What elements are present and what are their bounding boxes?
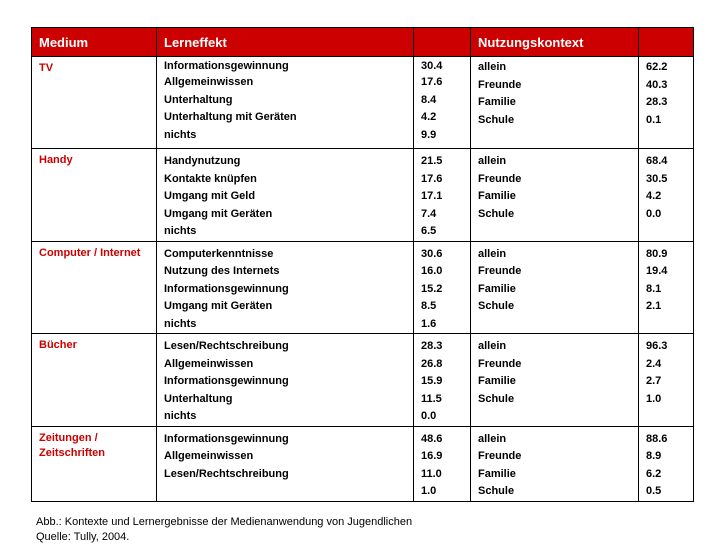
context-values-cell xyxy=(639,57,694,149)
effect-label: Allgemeinwissen xyxy=(164,357,254,370)
effect-label: Handynutzung xyxy=(164,155,241,167)
table-header-row xyxy=(32,28,694,57)
effect-label: Allgemeinwissen xyxy=(164,76,254,88)
effect-value: 7.4 xyxy=(421,207,437,220)
context-label: Freunde xyxy=(478,357,522,370)
effect-value: 30.6 xyxy=(421,247,443,260)
header-medium: Medium xyxy=(32,28,157,57)
context-label: allein xyxy=(478,155,507,167)
effect-value: 8.4 xyxy=(421,93,437,106)
medium-cell: Handy xyxy=(32,149,157,242)
effect-value: 17.6 xyxy=(421,76,443,88)
effect-value: 48.6 xyxy=(421,432,443,445)
effect-label: Computerkenntnisse xyxy=(164,247,274,260)
effect-value: 6.5 xyxy=(421,225,437,237)
context-label: Schule xyxy=(478,300,515,312)
effect-label: nichts xyxy=(164,225,197,237)
context-values-cell xyxy=(639,241,694,334)
context-label: Freunde xyxy=(478,78,522,91)
effect-value: 21.5 xyxy=(421,155,443,167)
table-row-computer-internet xyxy=(32,241,694,334)
effect-label: Unterhaltung xyxy=(164,93,233,106)
header-blank-2 xyxy=(639,28,694,57)
context-value: 4.2 xyxy=(646,190,662,202)
context-label: Familie xyxy=(478,375,516,387)
context-value: 19.4 xyxy=(646,265,668,277)
context-value: 30.5 xyxy=(646,172,668,185)
context-value: 88.6 xyxy=(646,432,668,445)
effect-value: 17.6 xyxy=(421,172,443,185)
context-value: 80.9 xyxy=(646,247,668,260)
figure-caption xyxy=(36,515,412,545)
effect-value: 16.9 xyxy=(421,450,443,462)
context-label: Freunde xyxy=(478,450,522,462)
effect-value: 15.2 xyxy=(421,282,443,295)
caption-source: Quelle: Tully, 2004. xyxy=(36,531,130,543)
context-label: Familie xyxy=(478,190,516,202)
effect-label: nichts xyxy=(164,128,197,141)
effect-label: Informationsgewinnung xyxy=(164,282,289,295)
context-label: allein xyxy=(478,340,507,352)
context-value: 96.3 xyxy=(646,340,668,352)
effect-value: 9.9 xyxy=(421,128,437,141)
table-row-zeitungen xyxy=(32,426,694,501)
effects-cell xyxy=(157,334,414,427)
context-label: allein xyxy=(478,432,507,445)
media-learning-table xyxy=(31,27,694,502)
contexts-cell xyxy=(471,149,639,242)
effect-values-cell xyxy=(414,241,471,334)
context-label: Schule xyxy=(478,207,515,220)
context-label: Schule xyxy=(478,113,515,126)
context-label: Familie xyxy=(478,282,516,295)
effects-cell xyxy=(157,149,414,242)
effect-label: Kontakte knüpfen xyxy=(164,172,257,185)
effect-value: 1.0 xyxy=(421,485,437,497)
effect-value: 11.5 xyxy=(421,392,442,405)
effect-label: Umgang mit Geräten xyxy=(164,207,273,220)
header-lerneffekt: Lerneffekt xyxy=(157,28,414,57)
effect-values-cell xyxy=(414,57,471,149)
effect-value: 28.3 xyxy=(421,340,443,352)
context-label: Familie xyxy=(478,96,516,108)
effect-label: nichts xyxy=(164,317,197,330)
effect-values-cell xyxy=(414,334,471,427)
effect-value: 8.5 xyxy=(421,300,437,312)
effect-value: 0.0 xyxy=(421,410,437,422)
header-blank xyxy=(414,28,471,57)
effect-value: 11.0 xyxy=(421,467,442,480)
context-value: 2.4 xyxy=(646,357,662,370)
effects-cell xyxy=(157,426,414,501)
contexts-cell xyxy=(471,57,639,149)
context-label: allein xyxy=(478,247,507,260)
effect-value: 30.4 xyxy=(421,60,443,72)
context-value: 0.5 xyxy=(646,485,662,497)
effect-label: Umgang mit Geld xyxy=(164,190,256,202)
context-value: 0.0 xyxy=(646,207,662,220)
context-value: 2.7 xyxy=(646,375,662,387)
context-value: 28.3 xyxy=(646,96,668,108)
effect-label: Informationsgewinnung xyxy=(164,375,289,387)
context-value: 62.2 xyxy=(646,61,668,73)
effect-label: Nutzung des Internets xyxy=(164,265,280,277)
medium-cell: Bücher xyxy=(32,334,157,427)
effect-label: Informationsgewinnung xyxy=(164,432,289,445)
effect-label: nichts xyxy=(164,410,197,422)
medium-label-line1: Zeitungen / xyxy=(39,431,98,444)
table-row-buecher xyxy=(32,334,694,427)
effect-value: 1.6 xyxy=(421,317,437,330)
context-label: Freunde xyxy=(478,265,522,277)
effect-value: 15.9 xyxy=(421,375,443,387)
context-values-cell xyxy=(639,426,694,501)
context-value: 8.1 xyxy=(646,282,662,295)
contexts-cell xyxy=(471,334,639,427)
context-value: 2.1 xyxy=(646,300,662,312)
effect-label: Unterhaltung mit Geräten xyxy=(164,111,297,123)
context-label: Schule xyxy=(478,485,515,497)
effect-value: 4.2 xyxy=(421,111,437,123)
effect-values-cell xyxy=(414,426,471,501)
medium-label-line2: Zeitschriften xyxy=(39,446,106,459)
caption-title: Abb.: Kontexte und Lernergebnisse der Medienanwendung von Jugendlichen xyxy=(36,516,413,528)
medium-cell: TV xyxy=(32,57,157,149)
context-values-cell xyxy=(639,149,694,242)
context-label: Freunde xyxy=(478,172,522,185)
context-label: Familie xyxy=(478,467,516,480)
context-values-cell xyxy=(639,334,694,427)
context-value: 8.9 xyxy=(646,450,662,462)
medium-cell: Computer / Internet xyxy=(32,241,157,334)
effect-label: Allgemeinwissen xyxy=(164,450,254,462)
context-value: 68.4 xyxy=(646,155,668,167)
context-value: 40.3 xyxy=(646,78,668,91)
effect-label: Informationsgewinnung xyxy=(164,60,289,72)
context-label: Schule xyxy=(478,392,515,405)
effects-cell xyxy=(157,241,414,334)
medium-cell xyxy=(32,426,157,501)
effect-values-cell xyxy=(414,149,471,242)
table-row-tv xyxy=(32,57,694,149)
effect-label: Lesen/Rechtschreibung xyxy=(164,340,289,352)
effect-label: Umgang mit Geräten xyxy=(164,300,273,312)
effect-label: Lesen/Rechtschreibung xyxy=(164,467,289,480)
context-value: 0.1 xyxy=(646,113,662,126)
effect-label: Unterhaltung xyxy=(164,392,233,405)
context-value: 6.2 xyxy=(646,467,662,480)
effects-cell xyxy=(157,57,414,149)
effect-value: 17.1 xyxy=(421,190,443,202)
context-label: allein xyxy=(478,61,507,73)
header-nutzungskontext: Nutzungskontext xyxy=(471,28,639,57)
table-row-handy xyxy=(32,149,694,242)
contexts-cell xyxy=(471,426,639,501)
effect-value: 26.8 xyxy=(421,357,443,370)
context-value: 1.0 xyxy=(646,392,662,405)
effect-value: 16.0 xyxy=(421,265,443,277)
contexts-cell xyxy=(471,241,639,334)
